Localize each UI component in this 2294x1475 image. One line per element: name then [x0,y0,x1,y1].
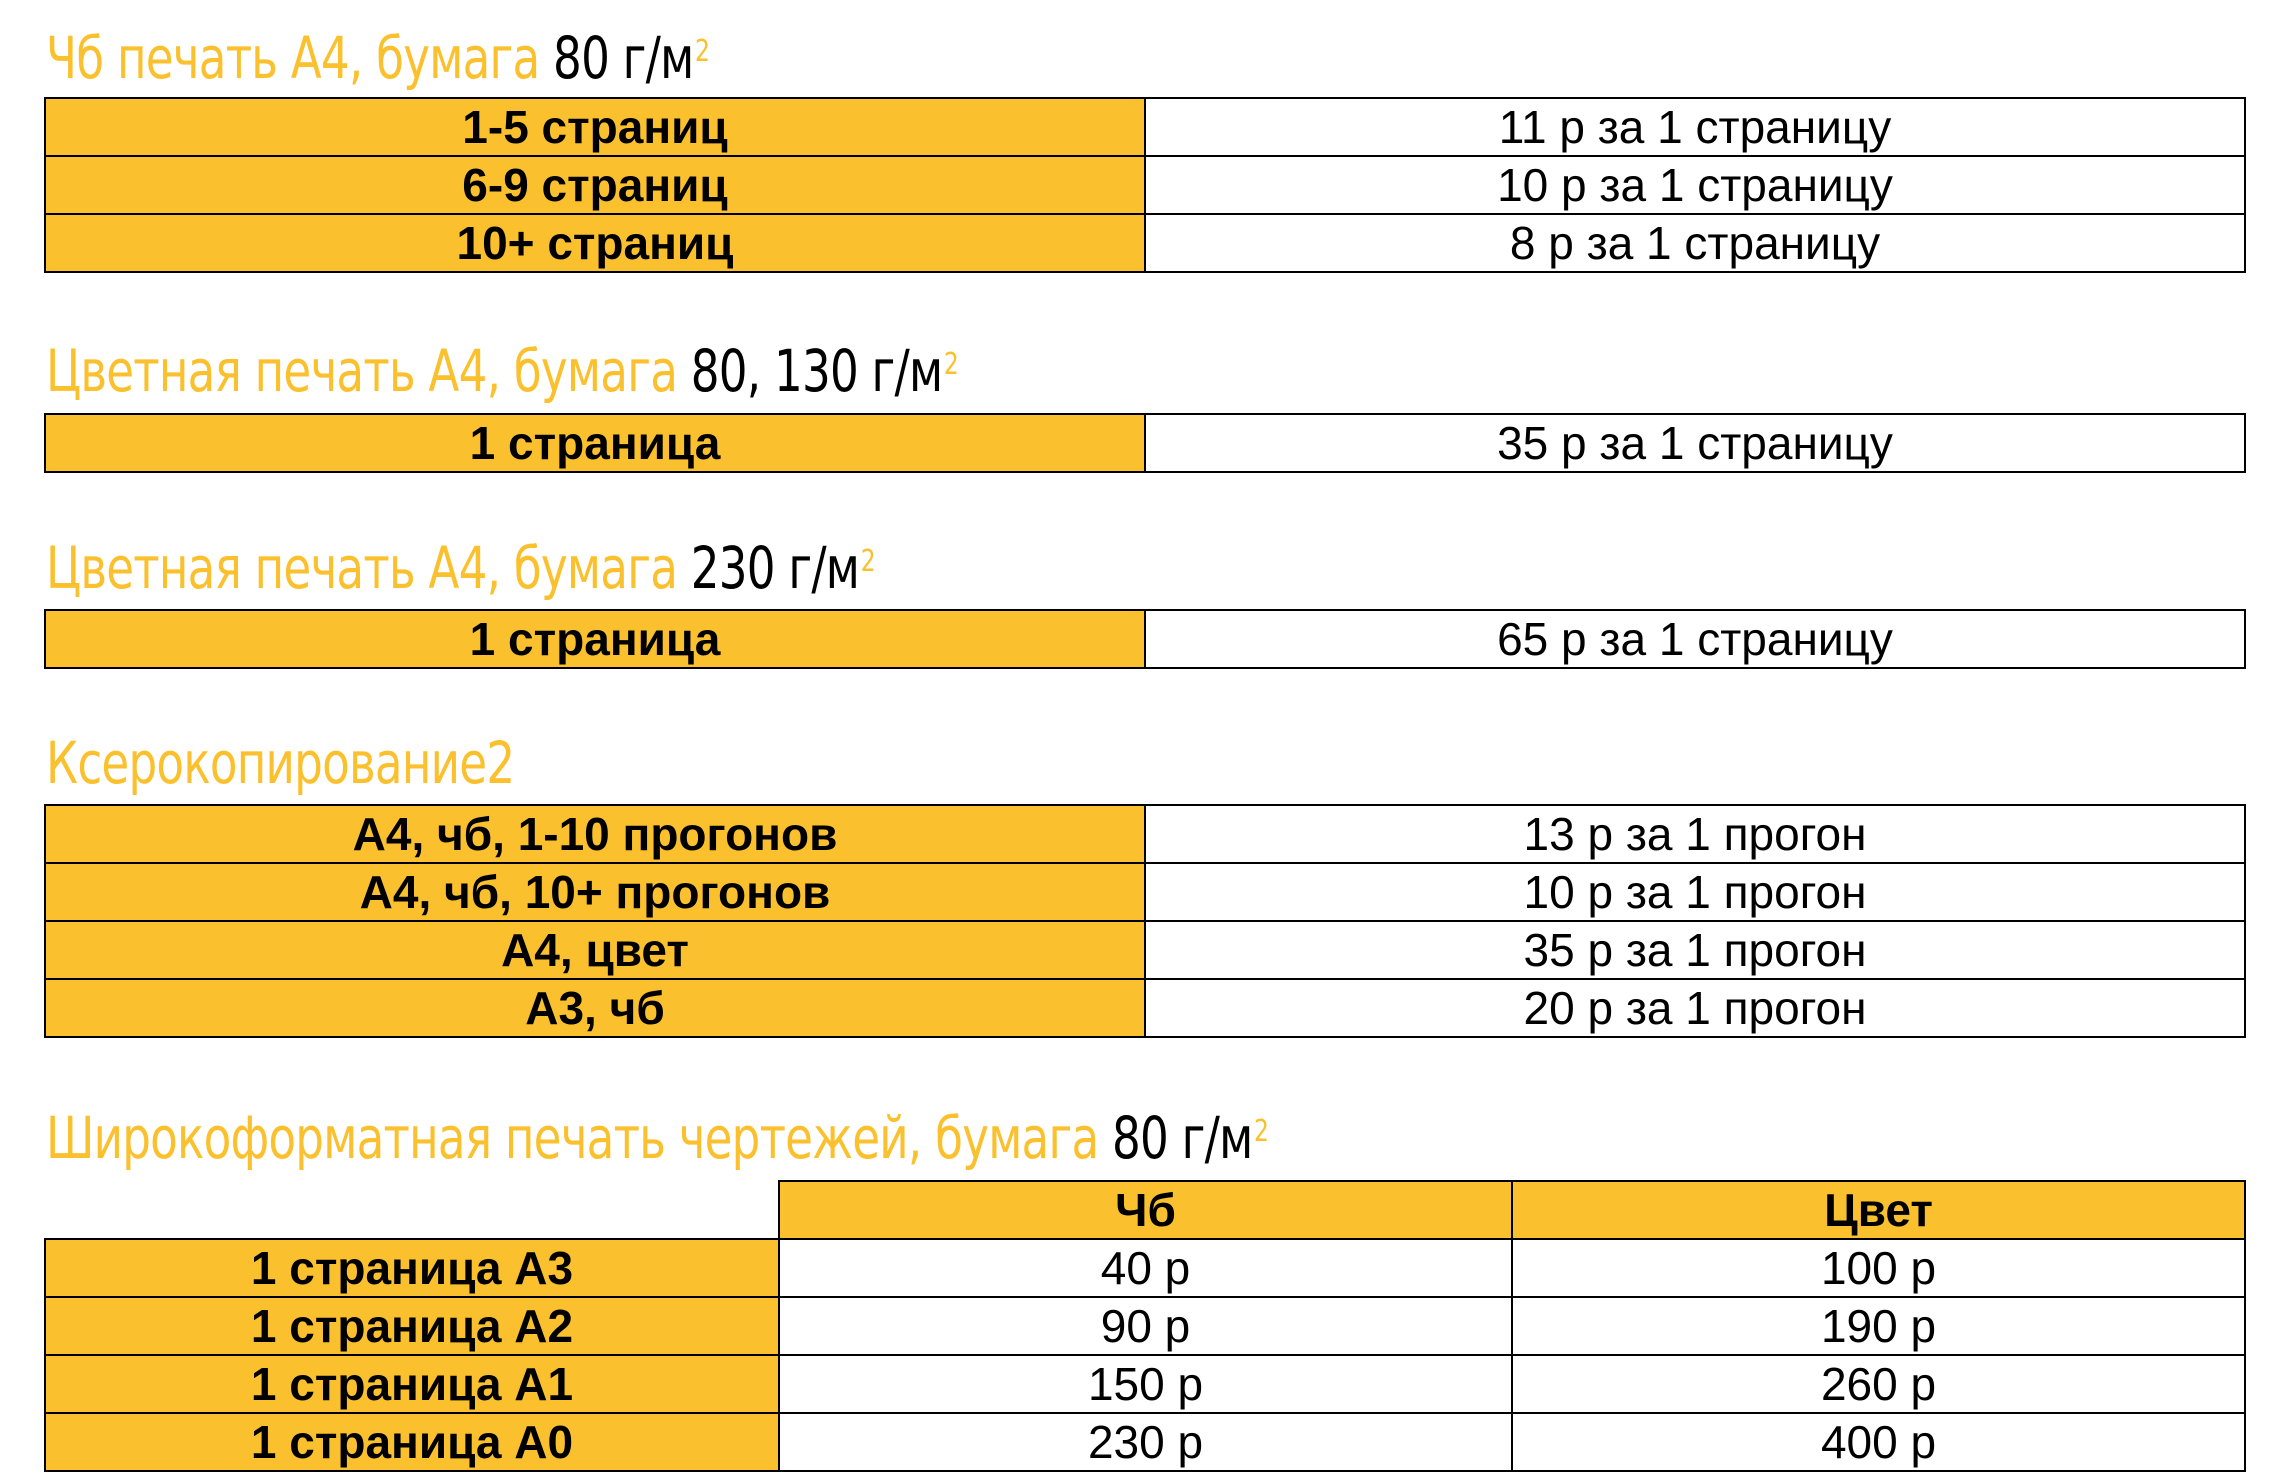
row-label: 1 страница [45,610,1145,668]
table-row [45,414,2245,472]
section-title-color-print-80 [46,333,958,409]
row-label: 10+ страниц [45,214,1145,272]
title-superscript: 2 [695,34,710,69]
title-dark-part: 80 г/м [1112,1104,1253,1172]
row-price-color: 260 р [1512,1355,2245,1413]
table-row [45,979,2245,1037]
table-row [45,156,2245,214]
row-price-bw: 230 р [779,1413,1512,1471]
table-row [45,863,2245,921]
color-print-230-table [44,609,2246,669]
row-price: 35 р за 1 прогон [1145,921,2245,979]
row-label: 1 страница [45,414,1145,472]
row-price: 65 р за 1 страницу [1145,610,2245,668]
row-price: 11 р за 1 страницу [1145,98,2245,156]
table-row [45,805,2245,863]
row-price: 10 р за 1 страницу [1145,156,2245,214]
xerox-table [44,804,2246,1038]
row-label: 1 страница А2 [45,1297,779,1355]
row-price-color: 400 р [1512,1413,2245,1471]
table-row [45,610,2245,668]
table-row [45,1239,2245,1297]
section-title-xerox [46,725,514,801]
table-header-row [45,1181,2245,1239]
row-label: А4, чб, 10+ прогонов [45,863,1145,921]
row-label: 1 страница А0 [45,1413,779,1471]
row-price: 8 р за 1 страницу [1145,214,2245,272]
color-print-80-table [44,413,2246,473]
row-label: 1 страница А1 [45,1355,779,1413]
title-superscript: 2 [1254,1114,1269,1149]
title-superscript: 2 [943,347,959,382]
row-price-bw: 40 р [779,1239,1512,1297]
section-title-bw-print [46,20,709,96]
title-orange-part: Широкоформатная печать чертежей, бумага [46,1104,1113,1172]
title-dark-part: 230 г/м [690,534,860,602]
table-row [45,921,2245,979]
row-price-color: 190 р [1512,1297,2245,1355]
title-orange-part: Ксерокопирование2 [46,729,515,797]
row-label: 6-9 страниц [45,156,1145,214]
table-row [45,1355,2245,1413]
section-title-wide-format [46,1100,1268,1176]
row-label: А3, чб [45,979,1145,1037]
table-row [45,98,2245,156]
row-price: 35 р за 1 страницу [1145,414,2245,472]
table-row [45,214,2245,272]
column-header-bw: Чб [779,1181,1512,1239]
title-orange-part: Цветная печать А4, бумага [46,337,691,405]
title-dark-part: 80, 130 г/м [690,337,943,405]
row-label: А4, чб, 1-10 прогонов [45,805,1145,863]
row-label: А4, цвет [45,921,1145,979]
row-price-color: 100 р [1512,1239,2245,1297]
bw-print-table [44,97,2246,273]
table-row [45,1297,2245,1355]
empty-header-cell [45,1181,779,1239]
column-header-color: Цвет [1512,1181,2245,1239]
wide-format-table [44,1180,2246,1472]
title-orange-part: Чб печать А4, бумага [46,24,554,92]
row-label: 1-5 страниц [45,98,1145,156]
row-price-bw: 90 р [779,1297,1512,1355]
table-row [45,1413,2245,1471]
section-title-color-print-230 [46,530,875,606]
row-label: 1 страница А3 [45,1239,779,1297]
title-orange-part: Цветная печать А4, бумага [46,534,691,602]
title-dark-part: 80 г/м [553,24,694,92]
title-superscript: 2 [860,544,875,579]
row-price: 10 р за 1 прогон [1145,863,2245,921]
row-price-bw: 150 р [779,1355,1512,1413]
row-price: 13 р за 1 прогон [1145,805,2245,863]
row-price: 20 р за 1 прогон [1145,979,2245,1037]
